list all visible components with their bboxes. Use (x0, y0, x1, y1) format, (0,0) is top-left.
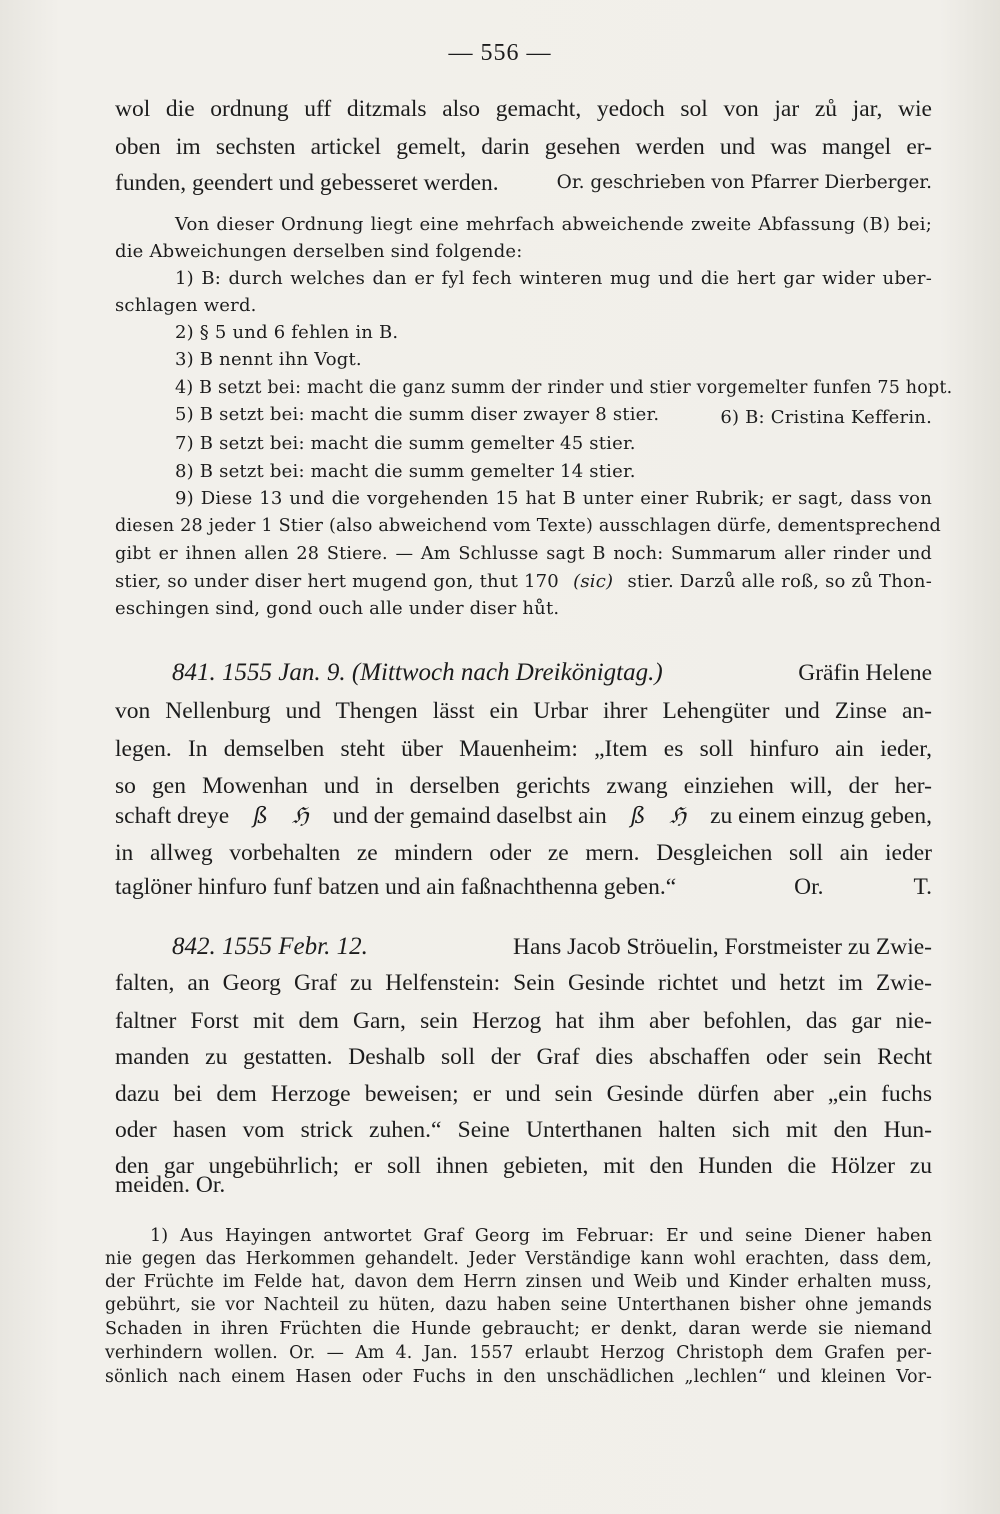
note-segment: stier. Darzů alle roß, so zů Thon- (627, 571, 932, 592)
footnote-line: nie gegen das Herkommen gehandelt. Jeder Verständige kann wohl erachten, dass dem, (105, 1249, 932, 1269)
text-line: falten, an Georg Graf zu Helfenstein: Sein Gesinde richtet und hetzt im Zwie- (115, 970, 932, 996)
note-line: 8) B setzt bei: macht die summ gemelter 14 stier. (175, 461, 636, 482)
note-line: 4) B setzt bei: macht die ganz summ der rinder und stier vorgemelter funfen 75 hopt. (175, 378, 953, 398)
text-segment: Gräfin Helene (798, 660, 932, 686)
currency-symbol-icon: ß (630, 804, 646, 829)
entry-841-heading-line (172, 658, 932, 688)
text-line: so gen Mowenhan und in derselben gerichts zwang einziehen will, der her- (115, 773, 932, 799)
note-line (115, 570, 932, 594)
text-segment: zu einem einzug geben, (710, 803, 932, 829)
text-segment: schaft dreye (115, 803, 230, 829)
text-line: oben im sechsten artickel gemelt, darin gesehen werden und was mangel er- (115, 134, 932, 160)
text-line: manden zu gestatten. Deshalb soll der Graf dies abschaffen oder sein Recht (115, 1044, 932, 1070)
entry-842-date: 842. 1555 Febr. 12. (172, 933, 368, 960)
source-markers (794, 872, 932, 902)
note-line: diesen 28 jeder 1 Stier (also abweichend vom Texte) ausschlagen dürfe, dementsprechend (115, 516, 941, 536)
footnote-line: Schaden in ihren Früchten die Hunde gebraucht; er denkt, daran werde sie niemand (105, 1319, 932, 1339)
text-line (115, 872, 932, 902)
footnote-line: gebührt, sie vor Nachteil zu hüten, dazu haben seine Unterthanen bisher ohne jemands (105, 1295, 932, 1315)
note-line: die Abweichungen derselben sind folgende: (115, 241, 523, 262)
note-line: 9) Diese 13 und die vorgehenden 15 hat B unter einer Rubrik; er sagt, dass von (175, 488, 932, 509)
source-note: Or. (794, 874, 824, 900)
text-line: faltner Forst mit dem Garn, sein Herzog hat ihm aber befohlen, das gar nie- (115, 1008, 932, 1034)
note-line: 7) B setzt bei: macht die summ gemelter 45 stier. (175, 433, 636, 454)
note-line: eschingen sind, gond ouch alle under diser hůt. (115, 598, 560, 619)
sic-marker: (sic) (573, 571, 614, 592)
note-line: 6) B: Cristina Kefferin. (720, 407, 932, 428)
text-line: den gar ungebührlich; er soll ihnen gebieten, mit den Hunden die Hölzer zu (115, 1153, 932, 1179)
footnote-line: der Früchte im Felde hat, davon dem Herrn zinsen und Weib und Kinder erhalten muss, (105, 1272, 932, 1292)
source-note: Or. geschrieben von Pfarrer Dierberger. (556, 172, 932, 193)
text-line: in allweg vorbehalten ze mindern oder ze mern. Desgleichen soll ain ieder (115, 840, 932, 866)
text-line: wol die ordnung uff ditzmals also gemacht, yedoch sol von jar zů jar, wie (115, 96, 932, 122)
note-line: 5) B setzt bei: macht die summ diser zwayer 8 stier. (175, 404, 660, 425)
note-line: gibt er ihnen allen 28 Stiere. — Am Schlusse sagt B noch: Summarum aller rinder und (115, 544, 932, 564)
entry-842-heading-line (172, 932, 932, 962)
text-line: legen. In demselben steht über Mauenheim: „Item es soll hinfuro ain ieder, (115, 736, 932, 762)
note-line: 1) B: durch welches dan er fyl fech winteren mug und die hert gar wider uber- (175, 268, 932, 289)
note-segment: stier, so under diser hert mugend gon, thut 170 (115, 571, 559, 592)
text-line: von Nellenburg und Thengen lässt ein Urbar ihrer Lehengüter und Zinse an- (115, 698, 932, 724)
currency-symbol-icon: ß (253, 804, 268, 829)
currency-symbol-icon: ℌ (291, 804, 309, 829)
note-line: schlagen werd. (115, 295, 257, 316)
note-line: 2) § 5 und 6 fehlen in B. (175, 322, 399, 343)
text-line: meiden. Or. (115, 1172, 226, 1198)
footnote-line: sönlich nach einem Hasen oder Fuchs in den unschädlichen „lechlen“ und kleinen Vor- (105, 1367, 932, 1387)
text-line: oder hasen vom strick zuhen.“ Seine Unterthanen halten sich mit den Hun- (115, 1117, 932, 1143)
currency-symbol-icon: ℌ (669, 804, 687, 829)
page-number: — 556 — (448, 40, 552, 66)
note-line: Von dieser Ordnung liegt eine mehrfach abweichende zweite Abfassung (B) bei; (175, 214, 932, 235)
footnote-line: 1) Aus Hayingen antwortet Graf Georg im Februar: Er und seine Diener haben (150, 1226, 932, 1246)
text-segment: Hans Jacob Ströuelin, Forstmeister zu Zwie- (513, 934, 932, 960)
text-segment: taglöner hinfuro funf batzen und ain faßnachthenna geben.“ (115, 874, 677, 900)
text-segment: und der gemaind daselbst ain (332, 803, 607, 829)
footnote-line: verhindern wollen. Or. — Am 4. Jan. 1557 erlaubt Herzog Christoph dem Grafen per- (105, 1343, 932, 1363)
text-line: dazu bei dem Herzoge beweisen; er und sein Gesinde dürfen aber „ein fuchs (115, 1081, 932, 1107)
note-line: 3) B nennt ihn Vogt. (175, 349, 362, 370)
text-line: funden, geendert und gebesseret werden. (115, 170, 499, 196)
source-note: T. (913, 874, 932, 900)
entry-841-date: 841. 1555 Jan. 9. (Mittwoch nach Dreikönigtag.) (172, 659, 663, 686)
text-line (115, 801, 932, 832)
